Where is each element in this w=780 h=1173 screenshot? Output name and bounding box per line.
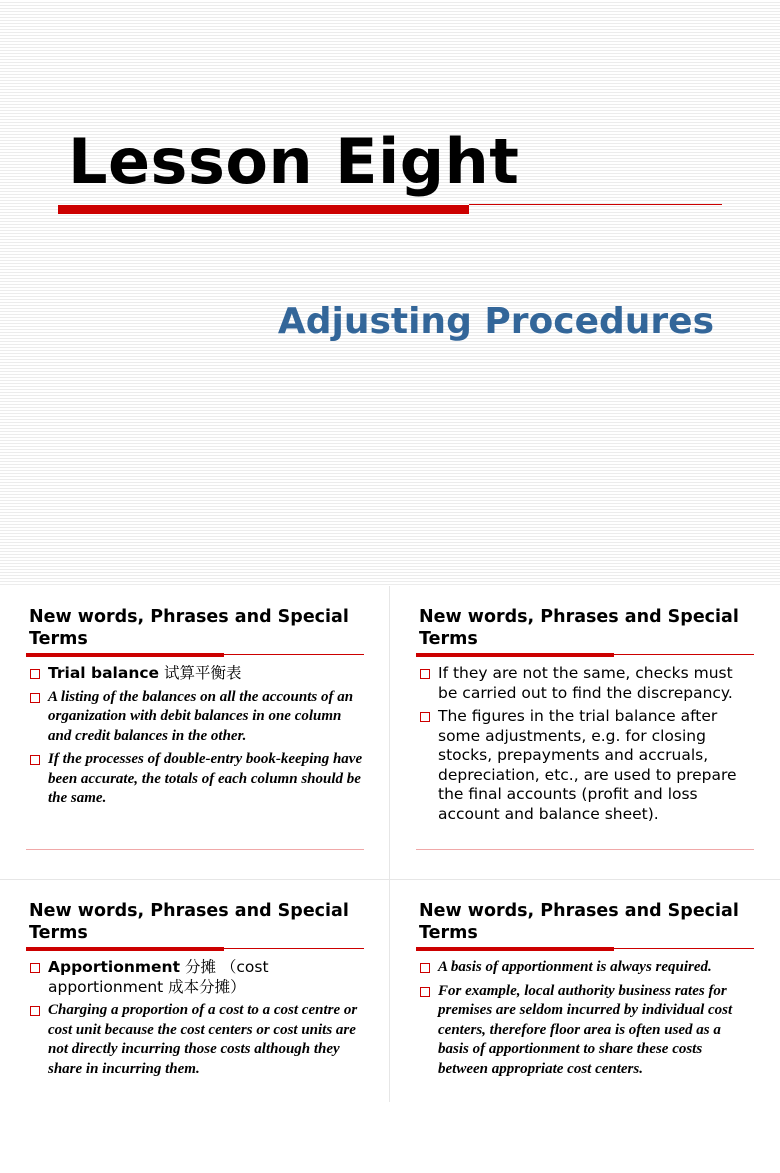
slide-trial-balance bbox=[0, 586, 390, 879]
term-label: Trial balance bbox=[48, 664, 160, 682]
title-rule-thick bbox=[26, 653, 224, 657]
slide-bottom-rule bbox=[416, 849, 754, 850]
square-bullet-icon bbox=[420, 712, 430, 722]
bullet-text: For example, local authority business rates for premises are seldom incurred by individual cost centers, therefore floor area is often used as a basis of apportionment to share these costs between appropriate cost centers. bbox=[438, 982, 733, 1077]
slide-title: New words, Phrases and Special Terms bbox=[419, 901, 739, 943]
cover-subtitle: Adjusting Procedures bbox=[277, 301, 714, 342]
cover-slide bbox=[0, 0, 780, 585]
bullet-text: The figures in the trial balance after some adjustments, e.g. for closing stocks, prepayments and accruals, depreciation, etc., are used to prepare the final accounts (profit and loss account and balance sheet). bbox=[438, 707, 737, 823]
bullet-item bbox=[29, 958, 364, 997]
bullet-list bbox=[419, 958, 754, 1083]
title-rule-thick bbox=[26, 947, 224, 951]
square-bullet-icon bbox=[420, 987, 430, 997]
slide-trial-balance-continued bbox=[390, 586, 780, 879]
cover-title: Lesson Eight bbox=[68, 125, 520, 198]
slide-apportionment bbox=[0, 880, 390, 1173]
bullet-item bbox=[29, 1001, 364, 1079]
term-translation: 分摊 （cost apportionment 成本分摊） bbox=[48, 958, 269, 996]
bullet-text: A listing of the balances on all the accounts of an organization with debit balances in one column and credit balances in the other. bbox=[48, 688, 354, 744]
square-bullet-icon bbox=[30, 1006, 40, 1016]
title-rule-thin bbox=[224, 654, 364, 655]
bullet-text: If they are not the same, checks must be carried out to find the discrepancy. bbox=[438, 664, 733, 702]
square-bullet-icon bbox=[30, 755, 40, 765]
title-rule-thin bbox=[614, 948, 754, 949]
bullet-item bbox=[419, 707, 754, 824]
slide-bottom-rule bbox=[26, 849, 364, 850]
square-bullet-icon bbox=[30, 693, 40, 703]
bullet-text: If the processes of double-entry book-keeping have been accurate, the totals of each column should be the same. bbox=[48, 751, 363, 806]
bullet-text: A basis of apportionment is always required. bbox=[438, 959, 712, 975]
square-bullet-icon bbox=[30, 669, 40, 679]
bullet-text: Charging a proportion of a cost to a cost centre or cost unit because the cost centers or cost units are not directly incurring those costs although they share in incurring them. bbox=[48, 1002, 358, 1077]
bullet-item bbox=[29, 688, 364, 747]
bullet-list bbox=[419, 664, 754, 828]
horizontal-divider bbox=[0, 879, 780, 880]
bullet-item bbox=[29, 750, 364, 809]
bullet-list bbox=[29, 958, 364, 1083]
title-rule-thick bbox=[416, 653, 614, 657]
bullet-list bbox=[29, 664, 364, 813]
square-bullet-icon bbox=[30, 963, 40, 973]
title-rule-thin bbox=[224, 948, 364, 949]
bullet-item bbox=[419, 664, 754, 703]
vertical-divider bbox=[389, 586, 390, 1102]
bullet-item bbox=[419, 982, 754, 1080]
title-rule-thick bbox=[416, 947, 614, 951]
square-bullet-icon bbox=[420, 963, 430, 973]
slide-title: New words, Phrases and Special Terms bbox=[419, 607, 739, 649]
title-underline-thick bbox=[58, 205, 469, 214]
bullet-item bbox=[29, 664, 364, 684]
title-rule-thin bbox=[614, 654, 754, 655]
bullet-item bbox=[419, 958, 754, 978]
term-translation: 试算平衡表 bbox=[164, 664, 242, 682]
slide-title: New words, Phrases and Special Terms bbox=[29, 607, 349, 649]
title-underline-thin bbox=[469, 204, 722, 205]
term-label: Apportionment bbox=[48, 958, 180, 976]
square-bullet-icon bbox=[420, 669, 430, 679]
slide-apportionment-basis bbox=[390, 880, 780, 1173]
slide-title: New words, Phrases and Special Terms bbox=[29, 901, 349, 943]
